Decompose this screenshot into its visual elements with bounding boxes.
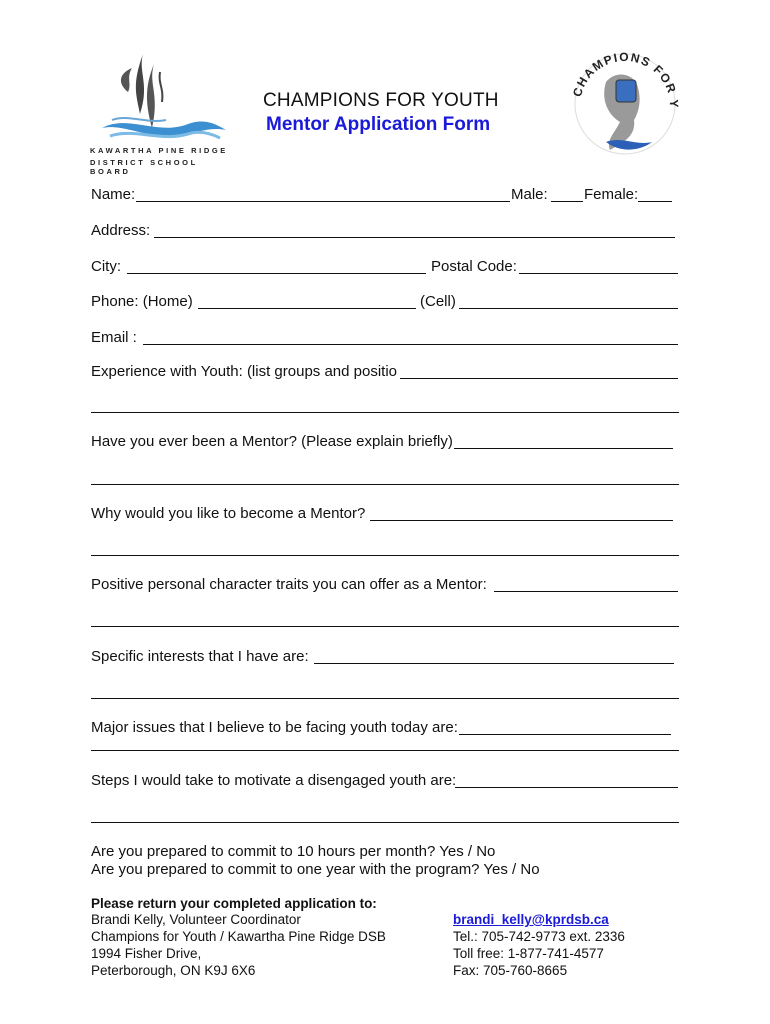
phone-cell-label: (Cell) bbox=[420, 293, 456, 310]
name-label: Name: bbox=[91, 186, 136, 203]
city-label: City: bbox=[91, 258, 121, 275]
kpr-logo bbox=[88, 44, 238, 176]
interests-field-line2[interactable] bbox=[91, 698, 679, 699]
issues-field-line2[interactable] bbox=[91, 750, 679, 751]
interests-field[interactable] bbox=[314, 663, 674, 664]
why-mentor-field-line2[interactable] bbox=[91, 555, 679, 556]
champions-badge-graphic bbox=[566, 42, 684, 160]
male-field[interactable] bbox=[551, 201, 583, 202]
female-label: Female: bbox=[584, 186, 639, 203]
experience-field[interactable] bbox=[400, 378, 678, 379]
why-mentor-label: Why would you like to become a Mentor? bbox=[91, 505, 366, 522]
commit-year-question: Are you prepared to commit to one year with the program? Yes / No bbox=[91, 861, 540, 878]
interests-label: Specific interests that I have are: bbox=[91, 648, 309, 665]
name-field[interactable] bbox=[136, 201, 510, 202]
female-field[interactable] bbox=[638, 201, 672, 202]
experience-field-line2[interactable] bbox=[91, 412, 679, 413]
kpr-logo-graphic bbox=[88, 44, 238, 144]
why-mentor-field[interactable] bbox=[370, 520, 673, 521]
champions-badge bbox=[566, 42, 684, 160]
traits-field[interactable] bbox=[494, 591, 678, 592]
phone-home-label: Phone: (Home) bbox=[91, 293, 193, 310]
traits-label: Positive personal character traits you can offer as a Mentor: bbox=[91, 576, 487, 593]
board-name-line1: KAWARTHA PINE RIDGE bbox=[90, 146, 228, 155]
steps-label: Steps I would take to motivate a disengaged youth are: bbox=[91, 772, 457, 789]
page-title: CHAMPIONS FOR YOUTH bbox=[263, 90, 499, 111]
email-label: Email : bbox=[91, 329, 137, 346]
experience-label: Experience with Youth: (list groups and positio bbox=[91, 363, 398, 380]
steps-field[interactable] bbox=[455, 787, 678, 788]
phone-home-field[interactable] bbox=[198, 308, 416, 309]
commit-hours-question: Are you prepared to commit to 10 hours per month? Yes / No bbox=[91, 843, 496, 860]
contact-name: Brandi Kelly, Volunteer Coordinator bbox=[91, 912, 301, 927]
phone-cell-field[interactable] bbox=[459, 308, 678, 309]
issues-label: Major issues that I believe to be facing youth today are: bbox=[91, 719, 458, 736]
steps-field-line2[interactable] bbox=[91, 822, 679, 823]
contact-fax: Fax: 705-760-8665 bbox=[453, 963, 568, 978]
contact-organization: Champions for Youth / Kawartha Pine Ridge DSB bbox=[91, 929, 386, 944]
contact-phone: Tel.: 705-742-9773 ext. 2336 bbox=[453, 929, 625, 944]
svg-text:CHAMPIONS FOR YOUTH: CHAMPIONS FOR Y bbox=[570, 49, 682, 110]
address-label: Address: bbox=[91, 222, 151, 239]
email-field[interactable] bbox=[143, 344, 678, 345]
mentor-before-field-line2[interactable] bbox=[91, 484, 679, 485]
contact-street: 1994 Fisher Drive, bbox=[91, 946, 202, 961]
contact-city: Peterborough, ON K9J 6X6 bbox=[91, 963, 256, 978]
page-subtitle: Mentor Application Form bbox=[266, 114, 491, 135]
address-field[interactable] bbox=[154, 237, 675, 238]
issues-field[interactable] bbox=[459, 734, 671, 735]
mentor-before-field[interactable] bbox=[454, 448, 673, 449]
city-field[interactable] bbox=[127, 273, 426, 274]
contact-toll-free: Toll free: 1-877-741-4577 bbox=[453, 946, 604, 961]
return-heading: Please return your completed application to: bbox=[91, 896, 377, 911]
mentor-before-label: Have you ever been a Mentor? (Please explain briefly) bbox=[91, 433, 453, 450]
male-label: Male: bbox=[511, 186, 548, 203]
postal-code-label: Postal Code: bbox=[431, 258, 517, 275]
postal-code-field[interactable] bbox=[519, 273, 678, 274]
traits-field-line2[interactable] bbox=[91, 626, 679, 627]
contact-email-link[interactable]: brandi_kelly@kprdsb.ca bbox=[453, 912, 609, 927]
board-name-line2: DISTRICT SCHOOL BOARD bbox=[90, 158, 198, 176]
